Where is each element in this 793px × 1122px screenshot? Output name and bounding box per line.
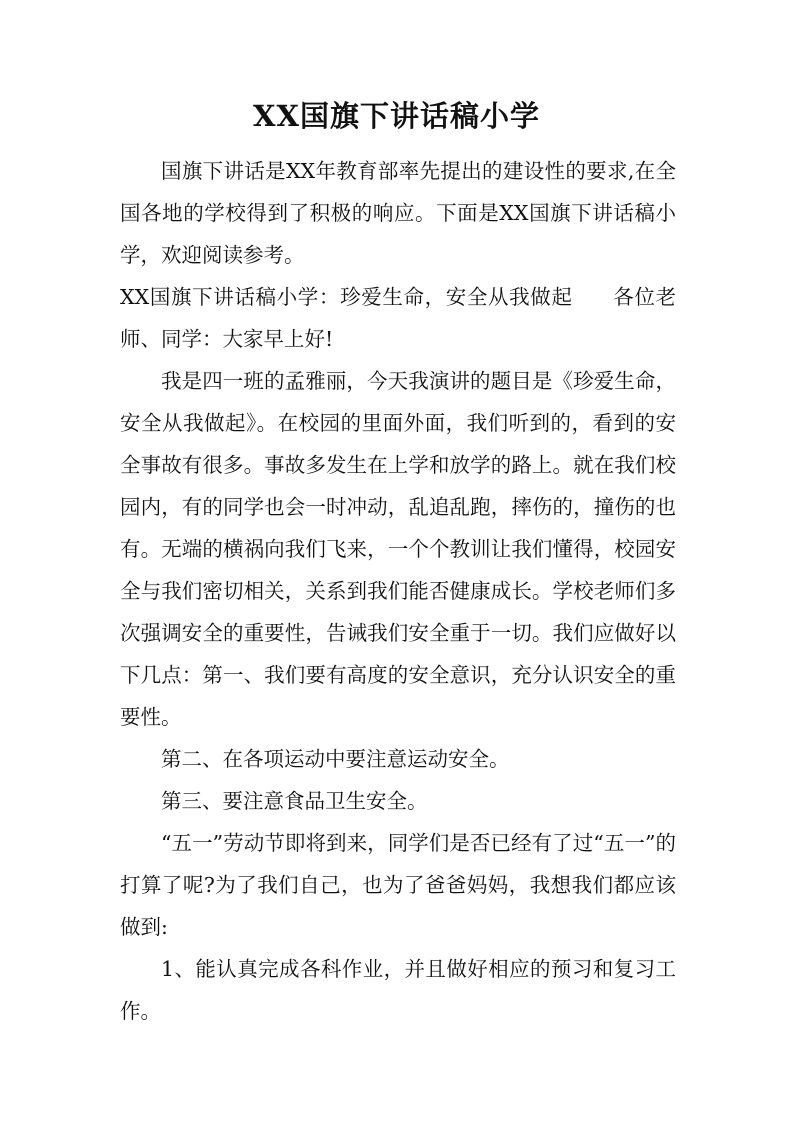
- paragraph-point-two: 第二、在各项运动中要注意运动安全。: [161, 747, 510, 771]
- paragraph-item-one: 1、能认真完成各科作业，并且做好相应的预习和复习工作。: [120, 957, 676, 1023]
- paragraph-heading-greeting: [120, 276, 676, 360]
- speech-greeting: 各位老师、同学：大家早上好!: [120, 285, 677, 351]
- speech-heading: XX国旗下讲话稿小学：珍爱生命，安全从我做起: [120, 285, 573, 309]
- paragraph-may-day: “五一”劳动节即将到来，同学们是否已经有了过“五一”的打算了呢?为了我们自己，也为了爸爸妈妈，我想我们都应该做到:: [120, 831, 676, 939]
- paragraph-point-three: 第三、要注意食品卫生安全。: [161, 789, 428, 813]
- paragraph-speech-main: 我是四一班的孟雅丽，今天我演讲的题目是《珍爱生命，安全从我做起》。在校园的里面外面，我们听到的，看到的安全事故有很多。事故多发生在上学和放学的路上。就在我们校园内，有的同学也会一时冲动，乱追乱跑，摔伤的，撞伤的也有。无端的横祸向我们飞来，一个个教训让我们懂得，校园安全与我们密切相关，关系到我们能否健康成长。学校老师们多次强调安全的重要性，告诫我们安全重于一切。我们应做好以下几点：第一、我们要有高度的安全意识，充分认识安全的重要性。: [120, 369, 676, 729]
- document-body: [120, 150, 676, 1032]
- document-title: XX国旗下讲话稿小学: [252, 99, 540, 133]
- paragraph-intro: 国旗下讲话是XX年教育部率先提出的建设性的要求,在全国各地的学校得到了积极的响应。下面是XX国旗下讲话稿小学，欢迎阅读参考。: [120, 159, 676, 267]
